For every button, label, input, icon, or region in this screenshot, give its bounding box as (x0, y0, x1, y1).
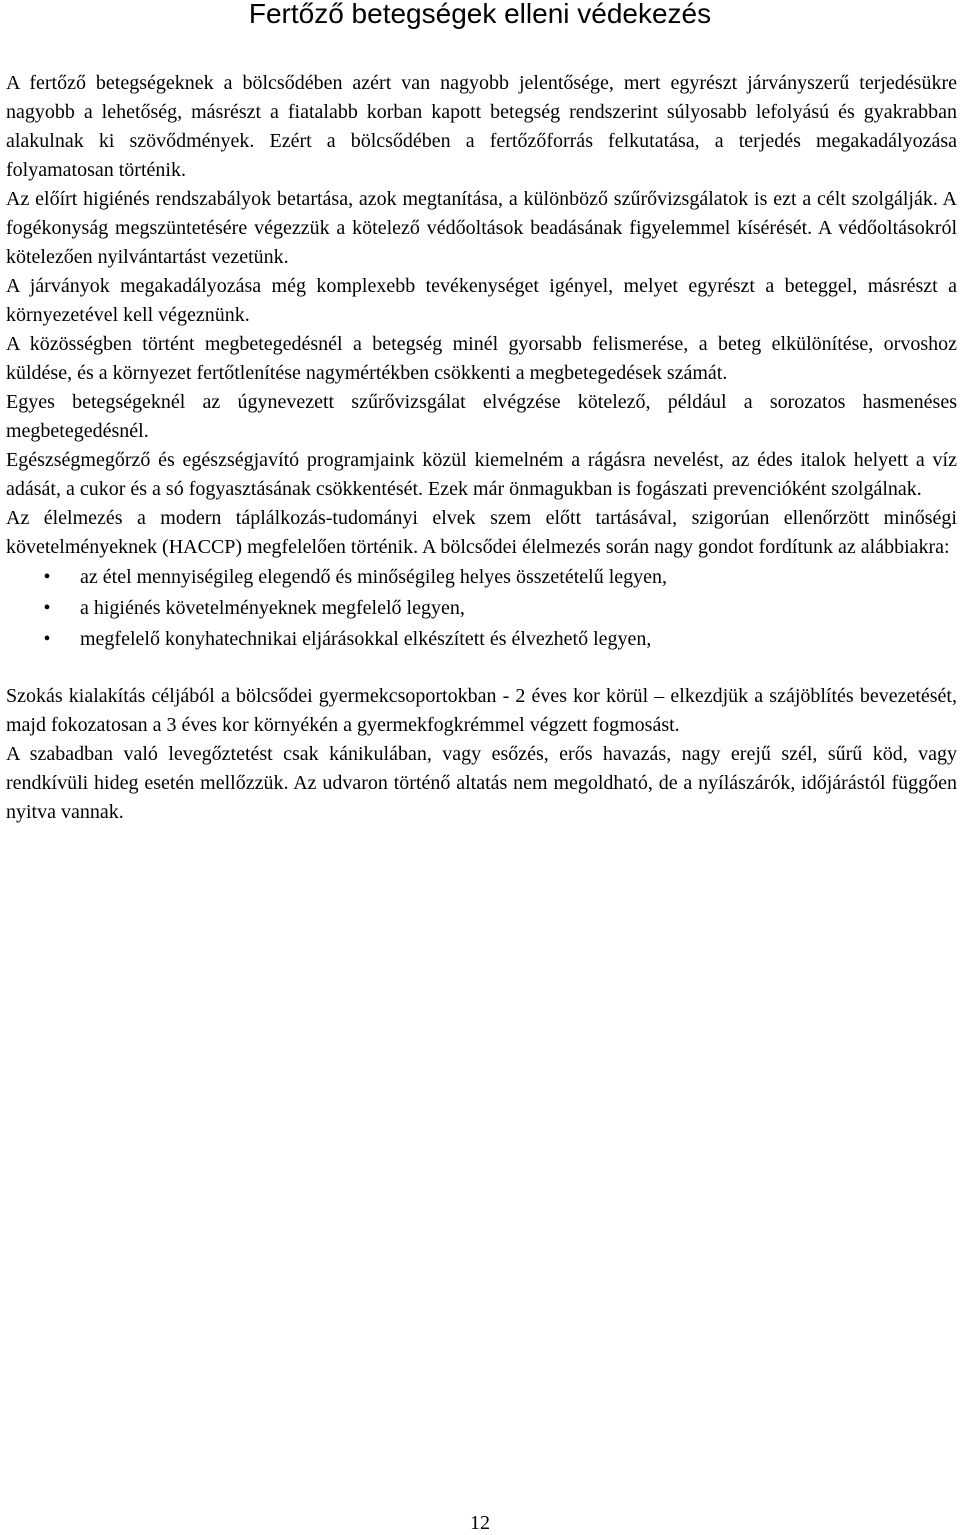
page-title: Fertőző betegségek elleni védekezés (248, 0, 712, 29)
paragraph: A szabadban való levegőztetést csak kánikulában, vagy esőzés, erős havazás, nagy erejű szél, sűrű köd, vagy rendkívüli hideg esetén mellőzzük. Az udvaron történő altatás nem megoldható, de a nyílászárók, időjárástól függően nyitva vannak. (6, 743, 957, 823)
paragraph: Egyes betegségeknél az úgynevezett szűrővizsgálat elvégzése kötelező, például a sorozatos hasmenéses megbetegedésnél. (6, 391, 957, 442)
paragraph: A járványok megakadályozása még komplexebb tevékenységet igényel, melyet egyrészt a beteggel, másrészt a környezetével kell végeznünk. (6, 275, 957, 326)
page-number: 12 (470, 1512, 490, 1534)
list-item (6, 624, 957, 655)
paragraph: Az élelmezés a modern táplálkozás-tudományi elvek szem előtt tartásával, szigorúan ellenőrzött minőségi követelményeknek (HACCP) megfelelően történik. A bölcsődei élelmezés során nagy gondot fordítunk az alábbiakra: (6, 507, 957, 558)
bullet-icon: • (43, 628, 51, 650)
paragraph: Egészségmegőrző és egészségjavító programjaink közül kiemelném a rágásra nevelést, az édes italok helyett a víz adását, a cukor és a só fogyasztásának csökkentését. Ezek már önmagukban is fogászati prevencióként szolgálnak. (6, 449, 957, 500)
paragraph: Az előírt higiénés rendszabályok betartása, azok megtanítása, a különböző szűrővizsgálatok is ezt a célt szolgálják. A fogékonyság megszüntetésére végezzük a kötelező védőoltások beadásának figyelemmel kísérését. A védőoltásokról kötelezően nyilvántartást vezetünk. (6, 188, 957, 268)
list-item (6, 593, 957, 624)
list-item-text: a higiénés követelményeknek megfelelő legyen, (80, 597, 465, 619)
paragraph: A közösségben történt megbetegedésnél a betegség minél gyorsabb felismerése, a beteg elkülönítése, orvoshoz küldése, és a környezet fertőtlenítése nagymértékben csökkenti a megbetegedések számát. (6, 333, 957, 384)
bullet-icon: • (43, 597, 51, 619)
list-item-text: az étel mennyiségileg elegendő és minőségileg helyes összetételű legyen, (80, 566, 668, 588)
paragraph: Szokás kialakítás céljából a bölcsődei gyermekcsoportokban - 2 éves kor körül – elkezdjük a szájöblítés bevezetését, majd fokozatosan a 3 éves kor környékén a gyermekfogkrémmel végzett fogmosást. (6, 685, 957, 736)
list-item-text: megfelelő konyhatechnikai eljárásokkal elkészített és élvezhető legyen, (80, 628, 652, 650)
paragraph: A fertőző betegségeknek a bölcsődében azért van nagyobb jelentősége, mert egyrészt járványszerű terjedésükre nagyobb a lehetőség, másrészt a fiatalabb korban kapott betegség rendszerint súlyosabb lefolyású és gyakrabban alakulnak ki szövődmények. Ezért a bölcsődében a fertőzőforrás felkutatása, a terjedés megakadályozása folyamatosan történik. (6, 72, 957, 181)
bullet-icon: • (43, 566, 51, 588)
document-body (6, 69, 957, 827)
bullet-list (6, 562, 957, 655)
paragraph-spacer (6, 655, 957, 682)
list-item (6, 562, 957, 593)
